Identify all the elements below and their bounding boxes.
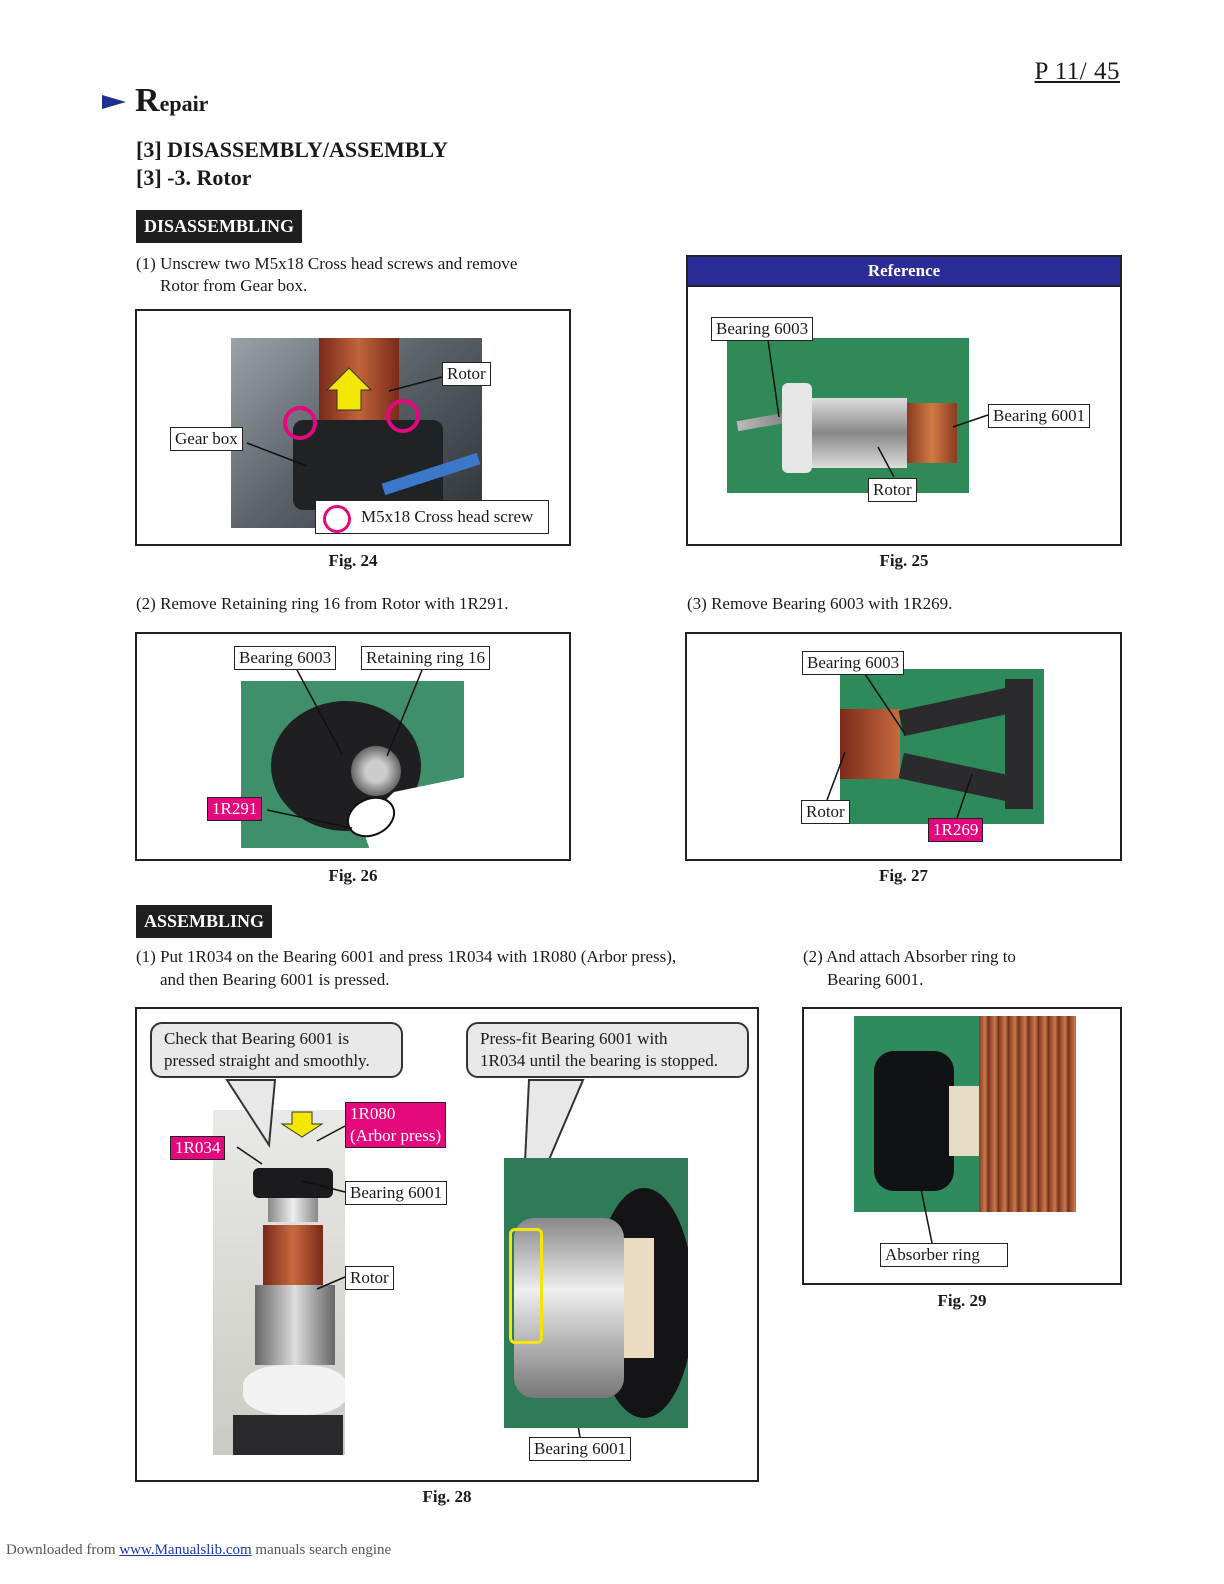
fig28-label-rotor: Rotor	[345, 1266, 394, 1290]
assembling-tag: ASSEMBLING	[136, 905, 272, 938]
fig25-caption: Fig. 25	[879, 551, 929, 570]
fig27-label-rotor: Rotor	[801, 800, 850, 824]
repair-initial: R	[135, 82, 160, 119]
fig28-photo-right	[504, 1158, 688, 1428]
assembling-step1-line1: (1) Put 1R034 on the Bearing 6001 and press 1R034 with 1R080 (Arbor press),	[136, 947, 677, 966]
page-number: P 11/ 45	[1034, 58, 1120, 85]
callout1-pointer	[227, 1080, 275, 1145]
page-title: [3] DISASSEMBLY/ASSEMBLY	[136, 137, 448, 162]
fig26-label-1r291: 1R291	[207, 797, 262, 821]
disassembling-step1-line1: (1) Unscrew two M5x18 Cross head screws and remove	[136, 254, 518, 273]
footer-suffix: manuals search engine	[255, 1542, 392, 1558]
disassembling-step2: (2) Remove Retaining ring 16 from Rotor with 1R291.	[136, 594, 509, 613]
fig28-label-1r080	[345, 1102, 446, 1148]
fig28-label-1r034: 1R034	[170, 1136, 225, 1160]
fig26-caption: Fig. 26	[328, 866, 378, 885]
section-heading	[135, 82, 208, 120]
fig28-callout-left	[150, 1022, 403, 1078]
callout1-line2: pressed straight and smoothly.	[164, 1051, 370, 1070]
fig27-caption: Fig. 27	[878, 866, 929, 885]
fig25-label-bearing6003: Bearing 6003	[711, 317, 813, 341]
callout2-line2: 1R034 until the bearing is stopped.	[480, 1051, 718, 1070]
footer-prefix: Downloaded from	[6, 1542, 116, 1558]
callout2-line1: Press-fit Bearing 6001 with	[480, 1029, 668, 1048]
disassembling-tag: DISASSEMBLING	[136, 210, 302, 243]
assembling-step1-line2: and then Bearing 6001 is pressed.	[160, 970, 390, 989]
fig26-label-bearing6003: Bearing 6003	[234, 646, 336, 670]
fig27-frame	[685, 632, 1122, 861]
fig24-label-gearbox: Gear box	[170, 427, 243, 451]
fig28-caption: Fig. 28	[422, 1487, 472, 1506]
fig27-label-bearing6003: Bearing 6003	[802, 651, 904, 675]
fig29-caption: Fig. 29	[937, 1291, 987, 1310]
fig29-label-absorber: Absorber ring	[880, 1243, 1008, 1267]
fig26-leaders	[137, 634, 573, 863]
fig28-label-bearing6001: Bearing 6001	[345, 1181, 447, 1205]
fig24-legend-text: M5x18 Cross head screw	[361, 507, 534, 526]
fig28-highlight-box	[509, 1228, 543, 1344]
down-arrow-icon	[282, 1112, 322, 1137]
fig25-leaders	[688, 257, 1124, 548]
assembling-step2-line1: (2) And attach Absorber ring to	[803, 947, 1016, 966]
fig28-1r080-line2: (Arbor press)	[350, 1126, 442, 1145]
fig27-label-1r269: 1R269	[928, 818, 983, 842]
fig24-frame	[135, 309, 571, 546]
fig25-label-bearing6001: Bearing 6001	[988, 404, 1090, 428]
fig28-callout-right	[466, 1022, 749, 1078]
circle-legend-icon	[323, 505, 351, 533]
section-arrow-icon	[102, 95, 126, 109]
footer-link[interactable]: www.Manualslib.com	[119, 1542, 252, 1558]
footer	[6, 1542, 391, 1559]
fig24-label-rotor: Rotor	[442, 362, 491, 386]
assembling-step2-line2: Bearing 6001.	[827, 970, 924, 989]
fig28-1r080-line1: 1R080	[350, 1104, 396, 1123]
page-subtitle: [3] -3. Rotor	[136, 165, 252, 190]
callout1-line1: Check that Bearing 6001 is	[164, 1029, 350, 1048]
fig25-frame	[686, 255, 1122, 546]
fig28-frame	[135, 1007, 759, 1482]
disassembling-step3: (3) Remove Bearing 6003 with 1R269.	[687, 594, 953, 613]
fig27-leaders	[687, 634, 1124, 863]
fig26-frame	[135, 632, 571, 861]
fig26-label-ring: Retaining ring 16	[361, 646, 490, 670]
fig28-label-bearing6001-b: Bearing 6001	[529, 1437, 631, 1461]
fig24-caption: Fig. 24	[328, 551, 378, 570]
fig24-legend	[315, 500, 549, 534]
fig25-reference-header: Reference	[688, 257, 1120, 285]
fig29-frame	[802, 1007, 1122, 1285]
fig25-label-rotor: Rotor	[868, 478, 917, 502]
disassembling-step1-line2: Rotor from Gear box.	[160, 276, 308, 295]
repair-rest: epair	[159, 91, 209, 116]
